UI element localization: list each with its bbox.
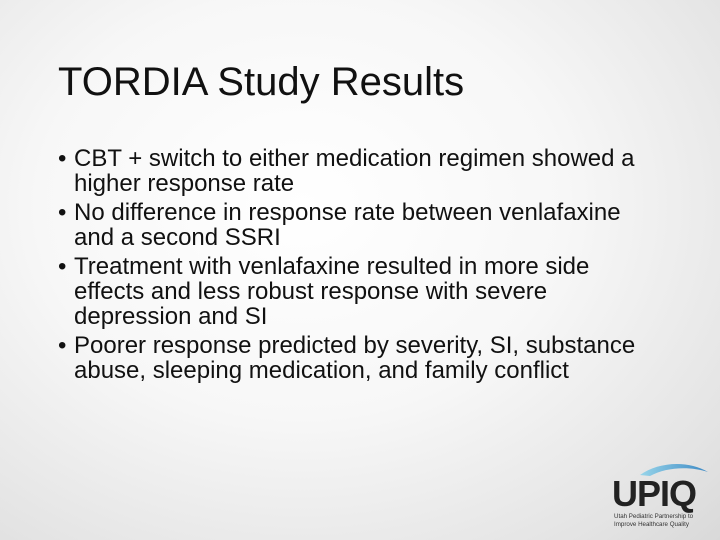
- logo-wordmark: UPIQ: [612, 473, 697, 514]
- bullet-item: [58, 200, 658, 250]
- bullet-marker: •: [58, 199, 67, 226]
- upiq-logo: [610, 462, 714, 532]
- bullet-text: Treatment with venlafaxine resulted in more side effects and less robust response with severe depression and SI: [74, 253, 590, 330]
- bullet-marker: •: [58, 145, 67, 172]
- bullet-text: CBT + switch to either medication regimen showed a higher response rate: [74, 145, 635, 197]
- logo-tagline-line1: Utah Pediatric Partnership to: [614, 513, 694, 520]
- logo-tagline-line2: Improve Healthcare Quality: [614, 521, 689, 528]
- bullet-text: No difference in response rate between venlafaxine and a second SSRI: [74, 199, 621, 251]
- bullet-item: [58, 146, 658, 196]
- bullet-list: [58, 146, 658, 387]
- bullet-marker: •: [58, 253, 67, 280]
- bullet-item: [58, 333, 658, 383]
- bullet-item: [58, 254, 658, 329]
- bullet-text: Poorer response predicted by severity, SI, substance abuse, sleeping medication, and family conflict: [74, 332, 636, 384]
- slide-title: TORDIA Study Results: [58, 60, 465, 104]
- bullet-marker: •: [58, 332, 67, 359]
